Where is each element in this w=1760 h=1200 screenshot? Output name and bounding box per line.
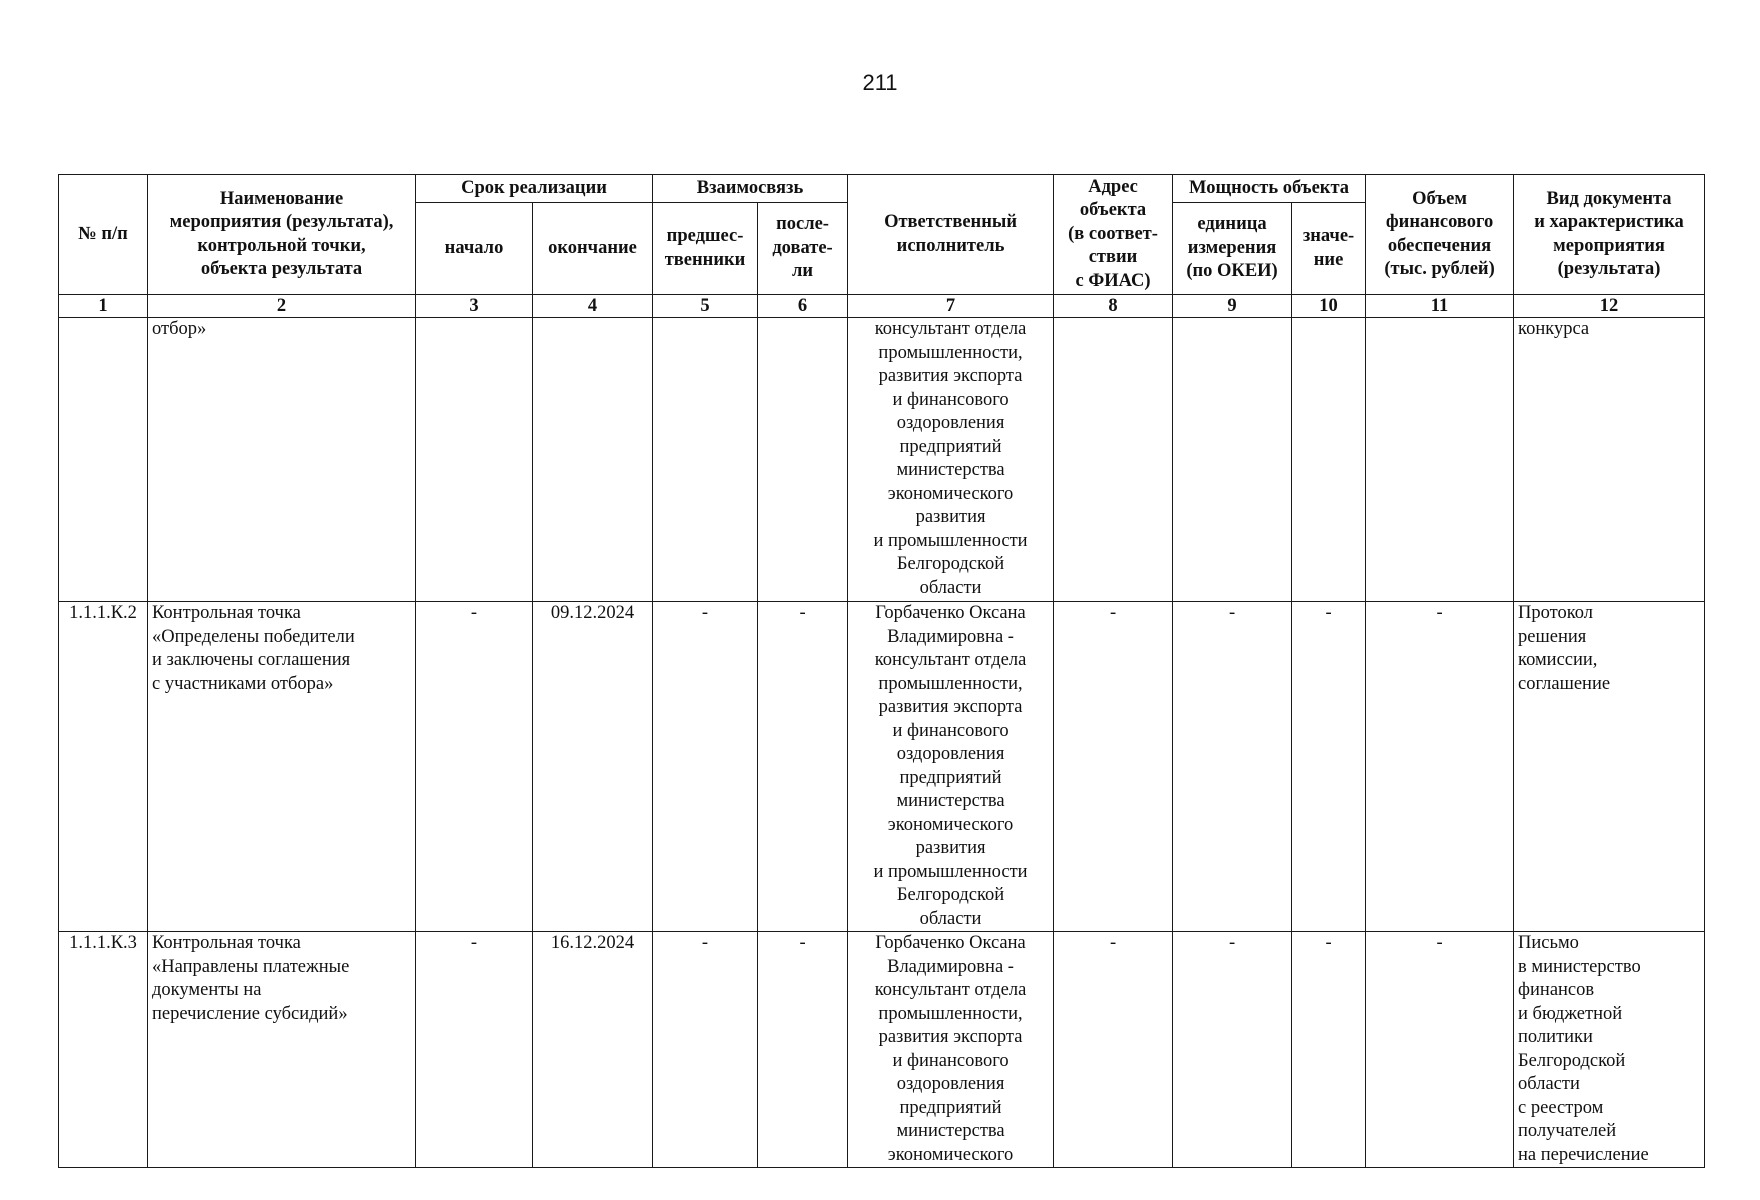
- column-number: 7: [848, 295, 1054, 318]
- header-successors: после- довате- ли: [758, 203, 848, 295]
- row-document: Протокол решения комиссии, соглашение: [1514, 602, 1705, 932]
- header-start: начало: [416, 203, 533, 295]
- table-row: [59, 318, 1705, 602]
- header-value: значе- ние: [1292, 203, 1366, 295]
- table-row: [59, 602, 1705, 932]
- row-predecessors: -: [653, 932, 758, 1168]
- header-responsible: Ответственный исполнитель: [848, 175, 1054, 295]
- column-number: 3: [416, 295, 533, 318]
- row-number: [59, 318, 148, 602]
- header-name: Наименование мероприятия (результата), контрольной точки, объекта результата: [148, 175, 416, 295]
- row-unit: [1173, 318, 1292, 602]
- row-predecessors: [653, 318, 758, 602]
- header-address: Адрес объекта (в соответ- ствии с ФИАС): [1054, 175, 1173, 295]
- row-value: [1292, 318, 1366, 602]
- row-responsible: консультант отдела промышленности, развития экспорта и финансового оздоровления предприятий министерства экономического развития и промышленности Белгородской области: [848, 318, 1054, 602]
- row-document: Письмо в министерство финансов и бюджетной политики Белгородской области с реестром получателей на перечисление: [1514, 932, 1705, 1168]
- column-number: 10: [1292, 295, 1366, 318]
- column-number: 2: [148, 295, 416, 318]
- column-number: 9: [1173, 295, 1292, 318]
- header-num: № п/п: [59, 175, 148, 295]
- row-number: 1.1.1.К.2: [59, 602, 148, 932]
- column-number: 1: [59, 295, 148, 318]
- row-end: 09.12.2024: [533, 602, 653, 932]
- header-group-term: Срок реализации: [416, 175, 653, 203]
- row-successors: -: [758, 932, 848, 1168]
- row-volume: [1366, 318, 1514, 602]
- row-start: -: [416, 602, 533, 932]
- column-number: 8: [1054, 295, 1173, 318]
- row-responsible: Горбаченко Оксана Владимировна - консультант отдела промышленности, развития экспорта и финансового оздоровления предприятий министерства экономического: [848, 932, 1054, 1168]
- table-row: [59, 932, 1705, 1168]
- row-start: -: [416, 932, 533, 1168]
- row-volume: -: [1366, 602, 1514, 932]
- row-successors: -: [758, 602, 848, 932]
- row-responsible: Горбаченко Оксана Владимировна - консультант отдела промышленности, развития экспорта и финансового оздоровления предприятий министерства экономического развития и промышленности Белгородской области: [848, 602, 1054, 932]
- row-document: конкурса: [1514, 318, 1705, 602]
- row-name: Контрольная точка «Определены победители и заключены соглашения с участниками отбора»: [148, 602, 416, 932]
- row-value: -: [1292, 932, 1366, 1168]
- header-predecessors: предшес- твенники: [653, 203, 758, 295]
- row-address: [1054, 318, 1173, 602]
- header-group-power: Мощность объекта: [1173, 175, 1366, 203]
- row-name: Контрольная точка «Направлены платежные документы на перечисление субсидий»: [148, 932, 416, 1168]
- row-unit: -: [1173, 932, 1292, 1168]
- plan-table: [58, 174, 1705, 1168]
- row-predecessors: -: [653, 602, 758, 932]
- row-end: 16.12.2024: [533, 932, 653, 1168]
- row-address: -: [1054, 932, 1173, 1168]
- page-number: 211: [862, 70, 898, 95]
- column-number: 4: [533, 295, 653, 318]
- header-group-link: Взаимосвязь: [653, 175, 848, 203]
- row-successors: [758, 318, 848, 602]
- header-end: окончание: [533, 203, 653, 295]
- row-value: -: [1292, 602, 1366, 932]
- row-end: [533, 318, 653, 602]
- column-number: 6: [758, 295, 848, 318]
- column-number: 11: [1366, 295, 1514, 318]
- header-volume: Объем финансового обеспечения (тыс. рублей): [1366, 175, 1514, 295]
- column-number: 5: [653, 295, 758, 318]
- row-start: [416, 318, 533, 602]
- row-unit: -: [1173, 602, 1292, 932]
- column-number: 12: [1514, 295, 1705, 318]
- row-name: отбор»: [148, 318, 416, 602]
- header-document: Вид документа и характеристика мероприятия (результата): [1514, 175, 1705, 295]
- header-unit: единица измерения (по ОКЕИ): [1173, 203, 1292, 295]
- row-volume: -: [1366, 932, 1514, 1168]
- row-number: 1.1.1.К.3: [59, 932, 148, 1168]
- row-address: -: [1054, 602, 1173, 932]
